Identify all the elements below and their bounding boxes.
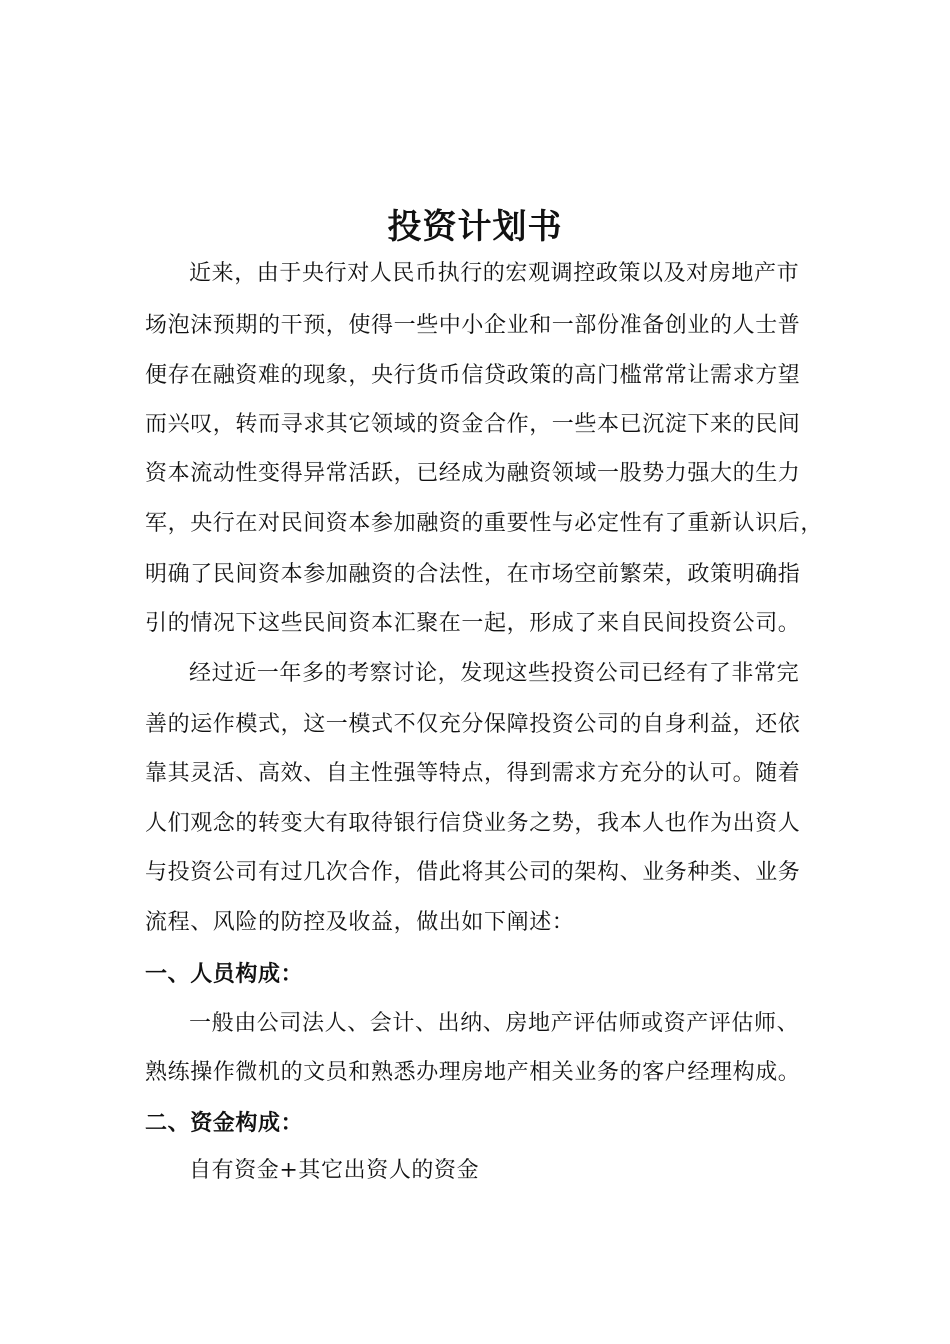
paragraph-line: 一般由公司法人、会计、出纳、房地产评估师或资产评估师、: [189, 1011, 800, 1036]
paragraph-line: 靠其灵活、高效、自主性强等特点，得到需求方充分的认可。随着: [145, 761, 801, 786]
paragraph-line: 经过近一年多的考察讨论，发现这些投资公司已经有了非常完: [189, 661, 800, 686]
paragraph-line: 自有资金+其它出资人的资金: [189, 1158, 480, 1183]
paragraph-line: 善的运作模式，这一模式不仅充分保障投资公司的自身利益，还依: [145, 712, 801, 737]
paragraph-line: 便存在融资难的现象，央行货币信贷政策的高门槛常常让需求方望: [145, 363, 801, 388]
paragraph-line: 与投资公司有过几次合作，借此将其公司的架构、业务种类、业务: [145, 860, 801, 885]
paragraph-line: 人们观念的转变大有取待银行信贷业务之势，我本人也作为出资人: [145, 811, 801, 836]
paragraph-line: 引的情况下这些民间资本汇聚在一起，形成了来自民间投资公司。: [145, 611, 801, 636]
paragraph-line: 而兴叹，转而寻求其它领域的资金合作，一些本已沉淀下来的民间: [145, 412, 801, 437]
paragraph-line: 明确了民间资本参加融资的合法性，在市场空前繁荣，政策明确指: [145, 562, 801, 587]
section-heading: 二、资金构成：: [145, 1110, 304, 1136]
paragraph-line: 资本流动性变得异常活跃，已经成为融资领域一股势力强大的生力: [145, 461, 801, 486]
paragraph-line: 流程、风险的防控及收益，做出如下阐述：: [145, 910, 575, 935]
section-heading: 一、人员构成：: [145, 961, 304, 987]
paragraph-line: 场泡沫预期的干预，使得一些中小企业和一部份准备创业的人士普: [145, 313, 801, 338]
paragraph-line: 军，央行在对民间资本参加融资的重要性与必定性有了重新认识后，: [145, 511, 824, 536]
document-title: 投资计划书: [387, 207, 563, 247]
paragraph-line: 近来，由于央行对人民币执行的宏观调控政策以及对房地产市: [189, 261, 800, 286]
paragraph-line: 熟练操作微机的文员和熟悉办理房地产相关业务的客户经理构成。: [145, 1060, 801, 1085]
